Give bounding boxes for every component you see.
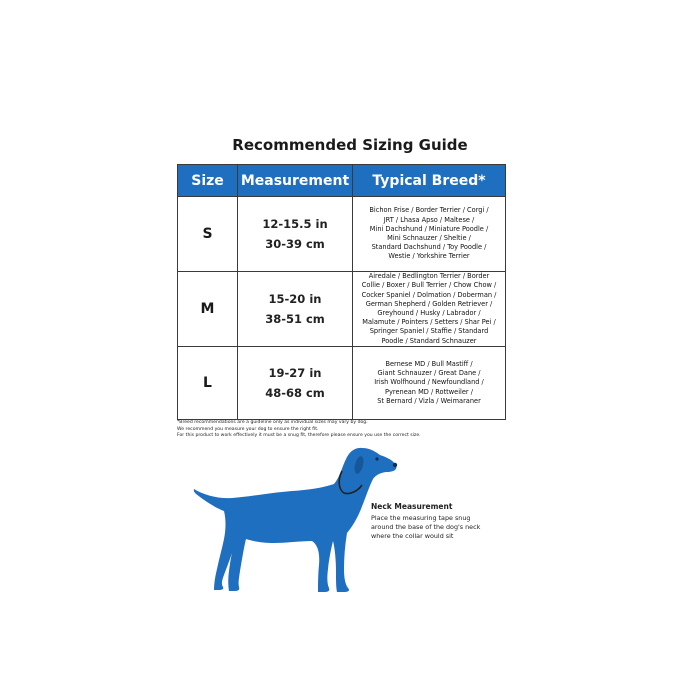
measurement-inches: 19-27 in	[268, 366, 322, 380]
breed-line: Malamute / Pointers / Setters / Shar Pei /	[362, 318, 496, 327]
breed-line: Bernese MD / Bull Mastiff /	[385, 359, 473, 368]
breed-line: Poodle / Standard Schnauzer	[381, 336, 477, 345]
measurement-cell	[238, 347, 353, 420]
header-measurement: Measurement	[238, 165, 353, 197]
breed-line: Collie / Boxer / Bull Terrier / Chow Chow /	[361, 281, 497, 290]
neck-text-line: where the collar would sit	[371, 532, 454, 540]
table-row-l	[178, 347, 506, 420]
breed-line: Westie / Yorkshire Terrier	[388, 252, 470, 261]
measurement-cm: 30-39 cm	[265, 237, 325, 251]
breed-line: Bichon Frise / Border Terrier / Corgi /	[369, 206, 489, 215]
breed-line: Mini Dachshund / Miniature Poodle /	[369, 224, 489, 233]
breed-line: Pyrenean MD / Rottweiler /	[385, 387, 473, 396]
neck-text-line: Place the measuring tape snug	[371, 514, 471, 522]
measurement-cm: 48-68 cm	[265, 386, 325, 400]
footnote-line: For this product to work effectively it must be a snug fit, therefore please ensure you use the correct size.	[177, 433, 421, 439]
size-cell: S	[178, 197, 238, 272]
breed-line: St Bernard / Vizla / Weimaraner	[377, 396, 481, 405]
size-cell: M	[178, 272, 238, 347]
neck-text-line: around the base of the dog's neck	[371, 523, 481, 531]
breed-line: German Shepherd / Golden Retriever /	[365, 299, 493, 308]
breed-cell	[353, 272, 506, 347]
page-title: Recommended Sizing Guide	[232, 136, 468, 154]
neck-measurement-text	[371, 514, 511, 541]
breed-line: Cocker Spaniel / Dolmation / Doberman /	[361, 290, 497, 299]
measurement-cell	[238, 272, 353, 347]
footnote-line: We recommend you measure your dog to ensure the right fit.	[177, 426, 319, 432]
measurement-cm: 38-51 cm	[265, 312, 325, 326]
breed-cell	[353, 347, 506, 420]
measurement-inches: 15-20 in	[268, 292, 322, 306]
breed-line: Airedale / Bedlington Terrier / Border	[368, 272, 490, 281]
sizing-table	[177, 164, 506, 420]
breed-line: Giant Schnauzer / Great Dane /	[377, 369, 481, 378]
breed-line: Irish Wolfhound / Newfoundland /	[374, 378, 484, 387]
size-cell: L	[178, 347, 238, 420]
measurement-inches: 12-15.5 in	[262, 217, 328, 231]
table-row-m	[178, 272, 506, 347]
breed-line: Springer Spaniel / Staffie / Standard	[369, 327, 489, 336]
breed-line: Mini Schnauzer / Sheltie /	[387, 234, 471, 242]
neck-measurement-callout	[371, 502, 511, 541]
footnote-line: *Breed recommendations are a guideline only as individual sizes may vary by dog.	[177, 420, 368, 425]
table-header-row	[178, 165, 506, 197]
breed-line: JRT / Lhasa Apso / Maltese /	[383, 215, 475, 224]
header-typical-breed: Typical Breed*	[353, 165, 506, 197]
breed-line: Greyhound / Husky / Labrador /	[377, 309, 481, 317]
table-row-s	[178, 197, 506, 272]
breed-line: Standard Dachshund / Toy Poodle /	[371, 243, 487, 252]
header-size: Size	[178, 165, 238, 197]
measurement-cell	[238, 197, 353, 272]
neck-measurement-title: Neck Measurement	[371, 502, 453, 511]
breed-cell	[353, 197, 506, 272]
